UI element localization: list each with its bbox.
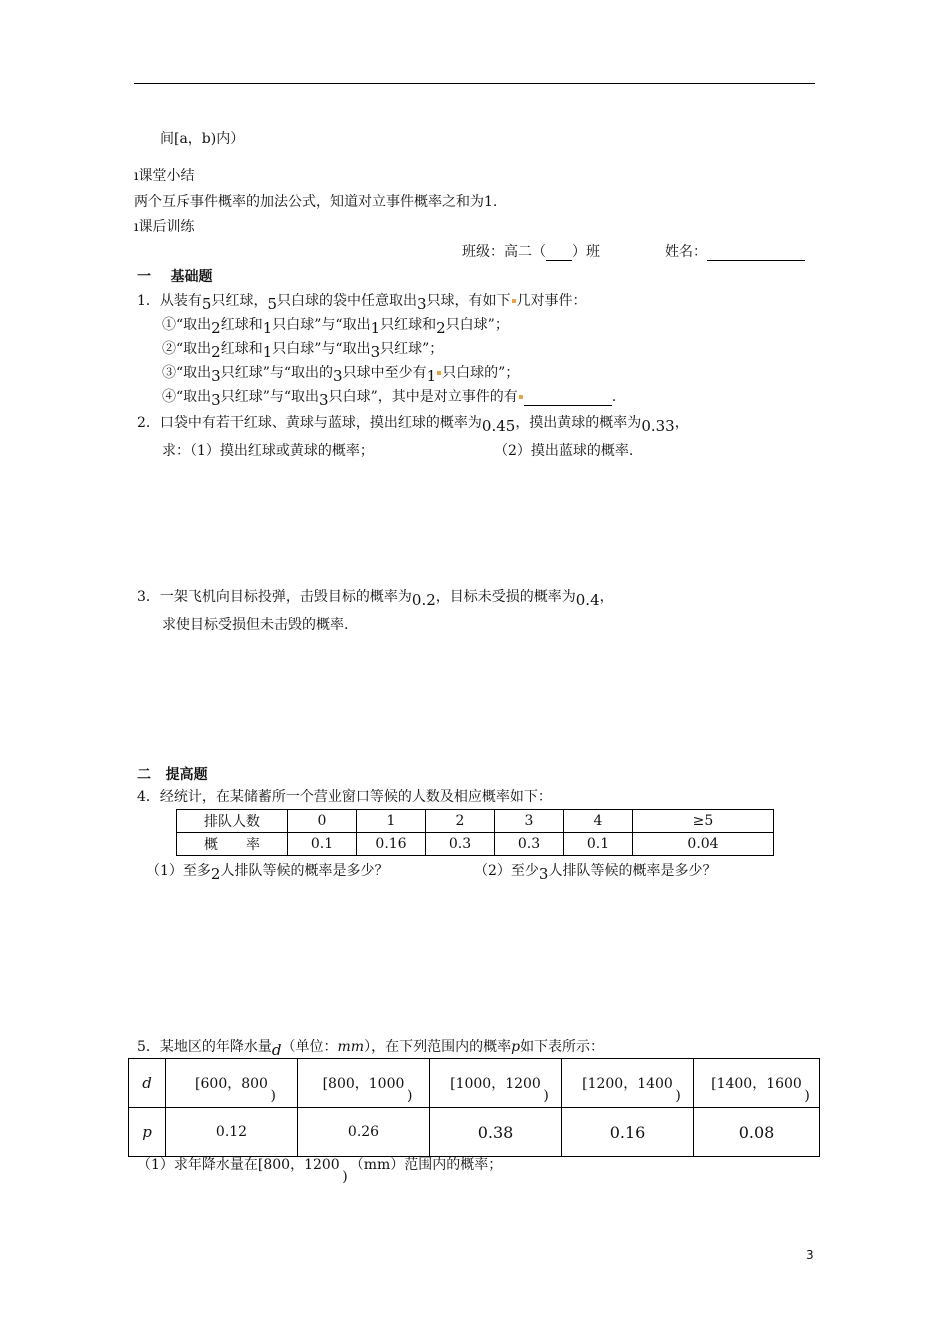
q1-item-1: ①“取出2红球和1只白球”与“取出1只红球和2只白球”； xyxy=(162,317,509,337)
table-cell: 0.38 xyxy=(430,1108,562,1157)
q4-sub1: （1）至多2人排队等候的概率是多少？ xyxy=(146,863,389,883)
table-row xyxy=(177,810,774,833)
table-cell: 1 xyxy=(357,810,426,833)
q1-item-2: ②“取出2红球和1只白球”与“取出3只红球”； xyxy=(162,341,444,361)
q4-sub2: （2）至少3人排队等候的概率是多少？ xyxy=(474,863,717,883)
q4-stem: 4．经统计，在某储蓄所一个营业窗口等候的人数及相应概率如下： xyxy=(137,789,552,805)
table-cell: [1400，1600 ) xyxy=(694,1059,820,1108)
header-rule xyxy=(134,83,815,84)
q5-sub1: （1）求年降水量在[800，1200 ) （mm）范围内的概率； xyxy=(137,1157,503,1185)
table-cell: 概 率 xyxy=(177,833,288,856)
table-cell: 0.1 xyxy=(564,833,633,856)
q3-stem: 3．一架飞机向目标投弹，击毁目标的概率为0.2，目标未受损的概率为0.4， xyxy=(137,589,614,609)
q5-stem: 5．某地区的年降水量d（单位：mm），在下列范围内的概率p如下表所示： xyxy=(137,1039,605,1059)
table-cell: [800，1000 ) xyxy=(298,1059,430,1108)
table-cell: 3 xyxy=(495,810,564,833)
table-row xyxy=(177,833,774,856)
rainfall-table xyxy=(128,1058,820,1157)
table-cell: p xyxy=(129,1108,166,1157)
section2-heading: 二 提高题 xyxy=(137,767,208,783)
q1-stem: 1．从装有5只红球，5只白球的袋中任意取出3只球，有如下 几对事件： xyxy=(137,293,587,313)
table-cell: 0.16 xyxy=(357,833,426,856)
q1-item-4: ④“取出3只红球”与“取出3只白球”，其中是对立事件的有 . xyxy=(162,389,617,409)
q2-sub2: （2）摸出蓝球的概率. xyxy=(494,443,634,459)
q2-sub1: 求：（1）摸出红球或黄球的概率； xyxy=(162,443,374,459)
name-field: 姓名： xyxy=(665,241,805,261)
q3-line2: 求使目标受损但未击毁的概率. xyxy=(162,617,349,633)
table-cell: 0 xyxy=(288,810,357,833)
table-cell: [1200，1400 ) xyxy=(562,1059,694,1108)
table-cell: ≥5 xyxy=(633,810,774,833)
summary-heading: ı课堂小结 xyxy=(134,168,195,184)
table-cell: 排队人数 xyxy=(177,810,288,833)
queue-table xyxy=(176,809,774,856)
section1-heading: 一 基础题 xyxy=(137,269,213,285)
table-cell: 0.04 xyxy=(633,833,774,856)
q1-item-3: ③“取出3只红球”与“取出的3只球中至少有1 只白球的”； xyxy=(162,365,520,385)
page-number: 3 xyxy=(806,1248,814,1262)
summary-text: 两个互斥事件概率的加法公式，知道对立事件概率之和为1. xyxy=(134,194,498,210)
table-cell: d xyxy=(129,1059,166,1108)
table-cell: 2 xyxy=(426,810,495,833)
table-cell: 0.08 xyxy=(694,1108,820,1157)
table-row xyxy=(129,1059,820,1108)
q2-stem: 2．口袋中有若干红球、黄球与蓝球，摸出红球的概率为0.45，摸出黄球的概率为0.33， xyxy=(137,415,689,435)
class-field: 班级：高二（ ）班 xyxy=(462,244,600,260)
table-cell: 4 xyxy=(564,810,633,833)
table-cell: 0.26 xyxy=(298,1108,430,1157)
table-cell: [600，800 ) xyxy=(166,1059,298,1108)
table-cell: [1000，1200 ) xyxy=(430,1059,562,1108)
table-cell: 0.12 xyxy=(166,1108,298,1157)
practice-heading: ı课后训练 xyxy=(134,219,195,235)
table-cell: 0.3 xyxy=(426,833,495,856)
table-cell: 0.1 xyxy=(288,833,357,856)
continued-line: 间[a，b)内） xyxy=(160,131,245,147)
table-cell: 0.16 xyxy=(562,1108,694,1157)
table-cell: 0.3 xyxy=(495,833,564,856)
table-row xyxy=(129,1108,820,1157)
